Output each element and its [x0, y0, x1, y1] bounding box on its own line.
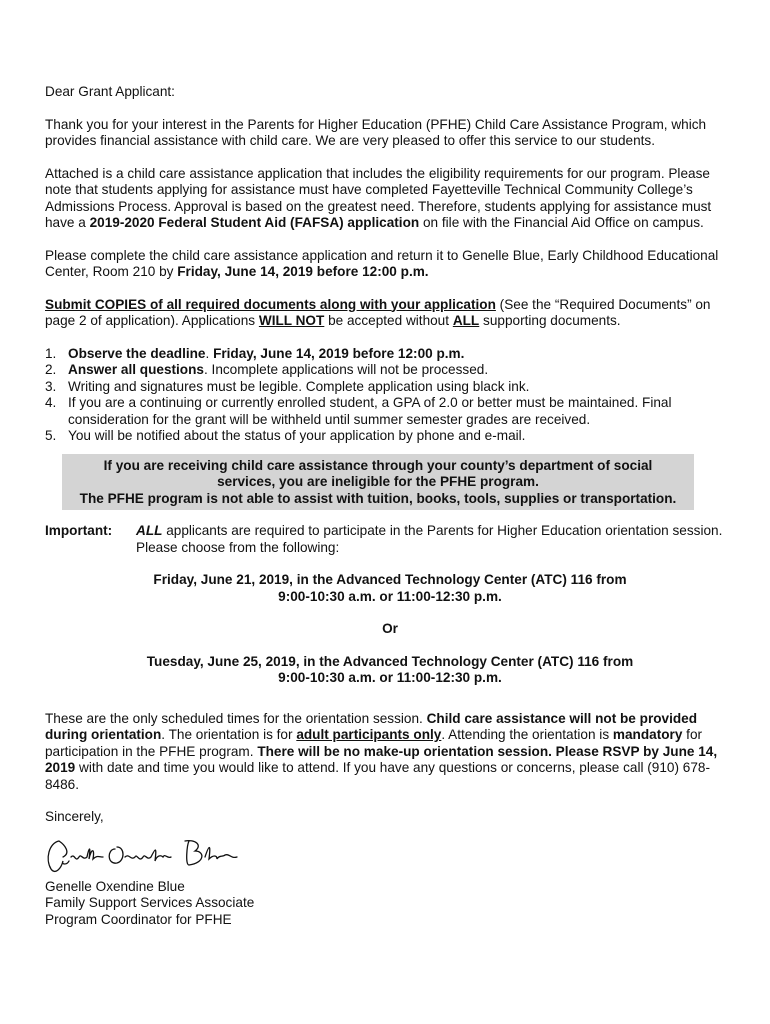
list-item: 2. Answer all questions. Incomplete applications will not be processed.: [45, 362, 489, 377]
important-label: Important:: [45, 523, 113, 538]
signer-title-2: Program Coordinator for PFHE: [45, 911, 232, 927]
list-item: 1. Observe the deadline. Friday, June 14, 2019 before 12:00 p.m.: [45, 345, 465, 361]
documents-paragraph: Submit COPIES of all required documents along with your application (See the “Required Documents” on page 2 of application). Applications WILL NOT be accepted without ALL supporting documents.: [45, 296, 711, 328]
important-section: [45, 523, 735, 556]
signer-title-1: Family Support Services Associate: [45, 895, 255, 910]
session-option-1: Friday, June 21, 2019, in the Advanced Technology Center (ATC) 116 from 9:00-10:30 a.m. or 11:00-12:30 p.m.: [153, 572, 627, 604]
return-paragraph: Please complete the child care assistance application and return it to Genelle Blue, Early Childhood Educational Center, Room 210 by Friday, June 14, 2019 before 12:00 p.m.: [45, 247, 719, 279]
or-separator: Or: [382, 621, 398, 636]
session-option-2: Tuesday, June 25, 2019, in the Advanced Technology Center (ATC) 116 from 9:00-10:30 a.m. or 11:00-12:30 p.m.: [146, 653, 634, 685]
requirements-list: [45, 346, 735, 445]
ineligibility-notice-box: [62, 454, 694, 511]
eligibility-paragraph: Attached is a child care assistance application that includes the eligibility requirements for our program. Please note that students applying for assistance must have completed Fayetteville Technical Community College’s Admissions Process. Approval is based on the greatest need. Therefore, students applying for assistance must have a 2019-2020 Federal Student Aid (FAFSA) application on file with the Financial Aid Office on campus.: [45, 165, 712, 230]
signer-name: Genelle Oxendine Blue: [45, 878, 185, 894]
list-item: 4. If you are a continuing or currently enrolled student, a GPA of 2.0 or better must be maintained. Final consideration for the grant will be withheld until summer semester grades are received.: [45, 395, 672, 427]
intro-paragraph: Thank you for your interest in the Parents for Higher Education (PFHE) Child Care Assistance Program, which provides financial assistance with child care. We are very pleased to offer this service to our students.: [45, 116, 707, 148]
salutation: Dear Grant Applicant:: [45, 84, 175, 99]
fafsa-requirement: 2019-2020 Federal Student Aid (FAFSA) application: [89, 215, 420, 230]
closing: Sincerely,: [45, 809, 104, 824]
letter: [45, 84, 735, 928]
notice-line-1: If you are receiving child care assistance through your county’s department of social services, you are ineligible for the PFHE program.: [103, 457, 653, 489]
signature-image: [45, 835, 245, 879]
orientation-paragraph: These are the only scheduled times for the orientation session. Child care assistance will not be provided during orientation. The orientation is for adult participants only. Attending the orientation is mandatory for participation in the PFHE program. There will be no make-up orientation session. Please RSVP by June 14, 2019 with date and time you would like to attend. If you have any questions or concerns, please call (910) 678-8486.: [45, 710, 718, 792]
handwritten-signature: [45, 835, 735, 879]
notice-line-2: The PFHE program is not able to assist with tuition, books, tools, supplies or transportation.: [79, 490, 677, 506]
deadline: Friday, June 14, 2019 before 12:00 p.m.: [177, 264, 429, 279]
important-text: ALL applicants are required to participate in the Parents for Higher Education orientation session. Please choose from the following:: [136, 523, 723, 555]
submit-copies-notice: Submit COPIES of all required documents along with your application: [45, 296, 496, 312]
list-item: 3. Writing and signatures must be legible. Complete application using black ink.: [45, 378, 530, 394]
list-item: 5. You will be notified about the status of your application by phone and e-mail.: [45, 428, 526, 443]
